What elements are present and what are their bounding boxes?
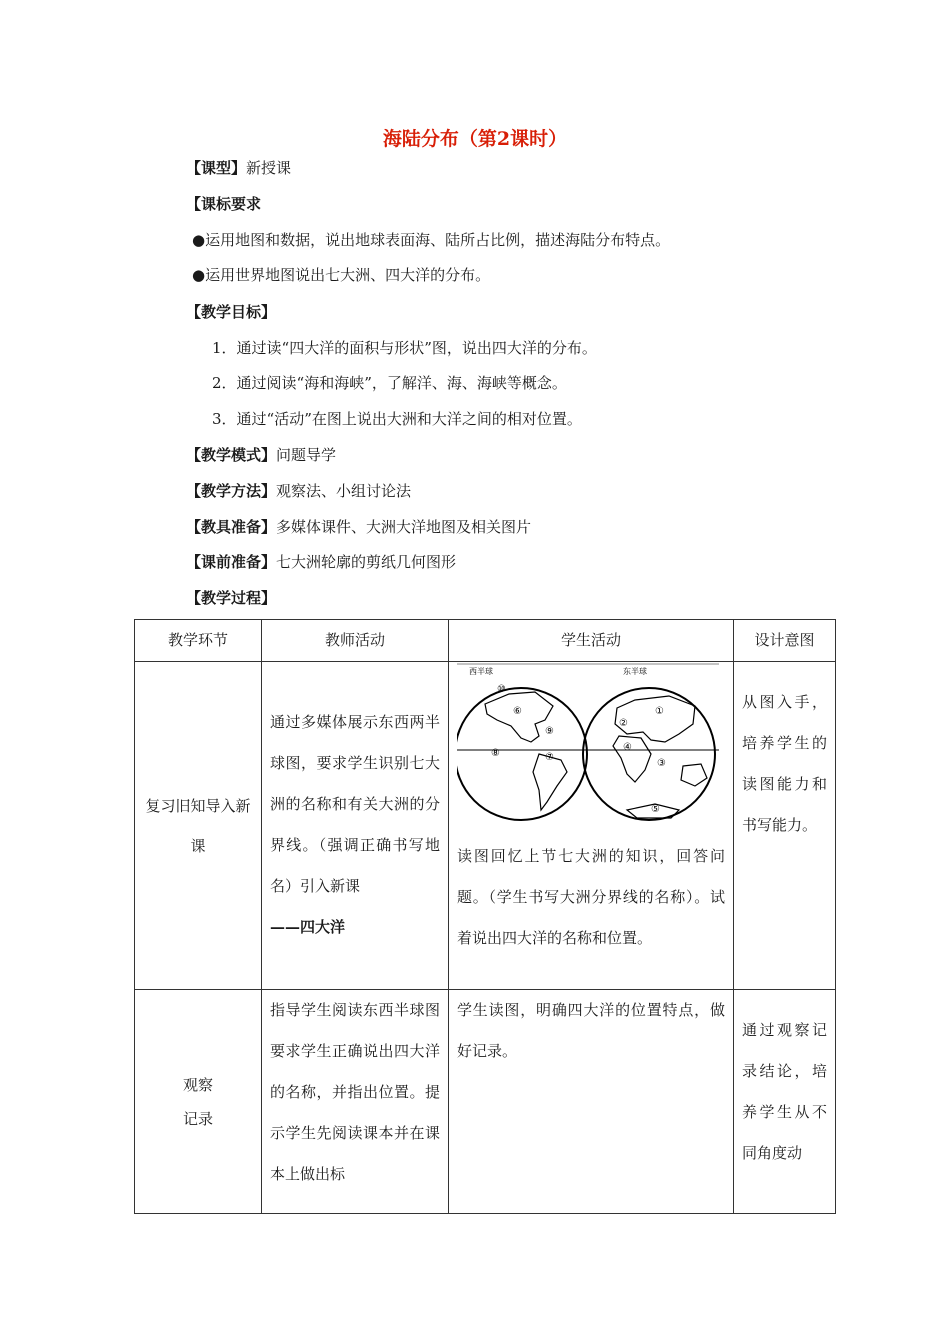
map-marker-8: ⑧ [491,748,500,759]
objective-item-2: 2．通过阅读“海和海峡”，了解洋、海、海峡等概念。 [212,374,567,392]
map-marker-3: ③ [657,758,666,769]
hemisphere-map [449,662,733,836]
table-row [135,990,836,1214]
prep-label: 【课前准备】 [186,553,277,571]
table-header-row [135,620,836,662]
student-cell-1 [449,662,734,990]
student-cell-2 [449,990,734,1214]
hemisphere-map-svg [457,662,719,834]
lesson-type-value: 新授课 [246,159,292,177]
stage-text-2b: 记录 [182,1109,213,1128]
west-hemisphere-label: 西半球 [469,667,493,676]
method-label: 【教学方法】 [186,482,277,500]
mode-line [186,445,336,465]
east-hemisphere-label: 东半球 [623,667,647,676]
lesson-type-label: 【课型】 [186,159,247,177]
stage-text-2a: 观察 [182,1075,213,1094]
lesson-type-line [186,158,291,178]
teacher-bold-1: ——四大洋 [270,918,346,936]
map-marker-4: ④ [623,742,632,753]
prep-line [186,552,456,572]
header-stage: 教学环节 [135,620,262,662]
mode-label: 【教学模式】 [186,446,277,464]
objectives-label: 【教学目标】 [186,303,277,321]
page-title: 海陆分布（第2课时） [382,128,568,150]
tools-label: 【教具准备】 [186,518,277,536]
standards-label: 【课标要求 [186,195,262,213]
oceania-shape [681,764,707,786]
intent-cell-1 [734,662,836,990]
teacher-text-2: 指导学生阅读东西半球图要求学生正确说出四大洋的名称，并指出位置。提示学生先阅读课本并在课本上做出标 [270,1001,440,1183]
mode-value: 问题导学 [276,446,337,464]
map-marker-1: ① [655,706,664,717]
map-marker-2: ② [619,718,628,729]
intent-cell-2 [734,990,836,1214]
teacher-cell-1-inner [270,682,440,948]
map-marker-7: ⑦ [545,752,554,763]
teacher-cell-2 [262,990,449,1214]
intent-text-2: 通过观察记录结论，培养学生从不同角度动 [742,1021,827,1162]
teacher-text-1: 通过多媒体展示东西两半球图，要求学生识别七大洲的名称和有关大洲的分界线。（强调正确书写地名）引入新课 [270,713,440,895]
header-intent: 设计意图 [734,620,836,662]
prep-value: 七大洲轮廓的剪纸几何图形 [276,553,457,571]
header-teacher: 教师活动 [262,620,449,662]
objective-item-1: 1．通过读“四大洋的面积与形状”图，说出四大洋的分布。 [212,339,597,357]
method-value: 观察法、小组讨论法 [276,482,412,500]
map-marker-5: ⑤ [651,804,660,815]
north-america-shape [485,692,553,742]
process-label: 【教学过程】 [186,589,277,607]
table-row [135,662,836,990]
stage-text-1: 复习旧知导入新课 [145,796,251,855]
stage-cell-1 [135,662,262,990]
intent-text-1: 从图入手，培养学生的读图能力和书写能力。 [742,693,827,834]
method-line [186,481,411,501]
standards-item-2: ●运用世界地图说出七大洲、四大洋的分布。 [192,266,491,284]
west-hemisphere-circle [457,688,587,820]
africa-shape [613,736,651,782]
objective-item-3: 3．通过“活动”在图上说出大洲和大洋之间的相对位置。 [212,410,582,428]
standards-item-1: ●运用地图和数据，说出地球表面海、陆所占比例，描述海陆分布特点。 [192,231,671,249]
map-marker-9-west: ⑨ [545,726,554,737]
student-text-1: 读图回忆上节七大洲的知识，回答问题。（学生书写大洲分界线的名称）。试着说出四大洋的名称和位置。 [457,847,725,947]
tools-value: 多媒体课件、大洲大洋地图及相关图片 [276,518,532,536]
header-student: 学生活动 [449,620,734,662]
map-marker-10: ⑩ [497,684,506,695]
teacher-cell-1 [262,662,449,990]
tools-line [186,517,531,537]
stage-cell-2 [135,990,262,1214]
map-marker-6: ⑥ [513,706,522,717]
student-text-2: 学生读图，明确四大洋的位置特点，做好记录。 [457,1001,725,1060]
process-table [134,619,836,1214]
